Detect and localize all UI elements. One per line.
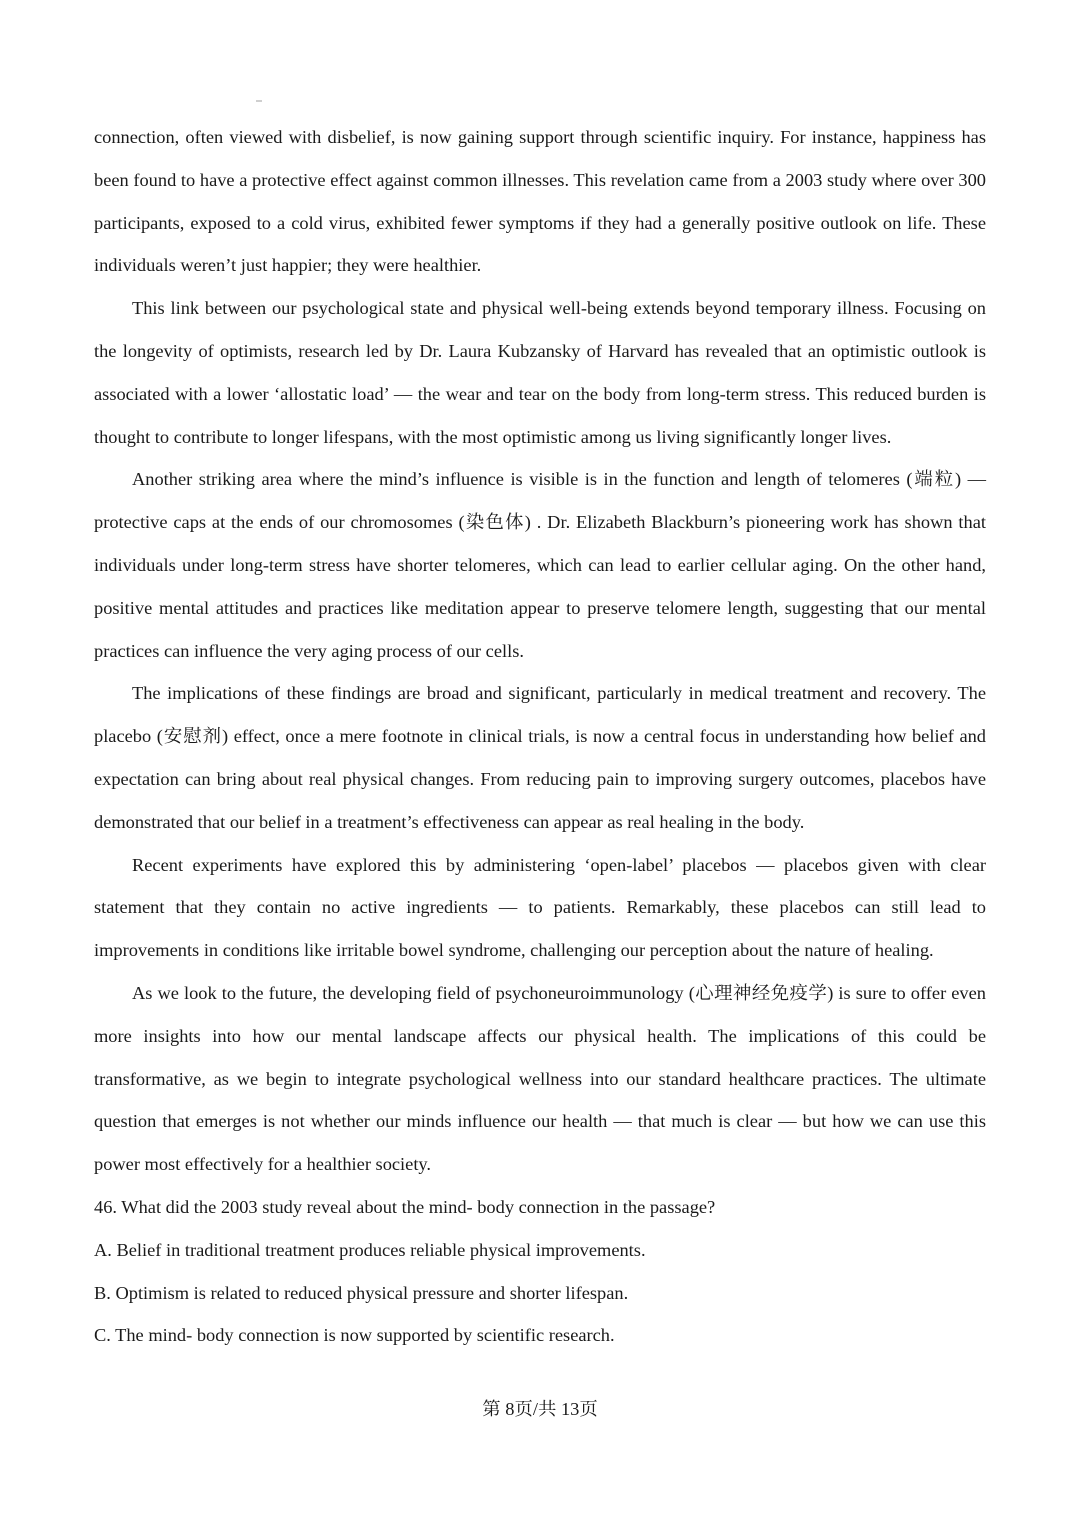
- paragraph-4: The implications of these findings are broad and significant, particularly in medical treatment and recovery. The placebo (安慰剂) effect, once a mere footnote in clinical trials, is now a central focus in understanding how belief and expectation can bring about real physical changes. From reducing pain to improving surgery outcomes, placebos have demonstrated that our belief in a treatment’s effectiveness can appear as real healing in the body.: [94, 683, 986, 832]
- question-stem: 46. What did the 2003 study reveal about the mind- body connection in the passage?: [94, 1196, 716, 1217]
- paragraph-3: Another striking area where the mind’s influence is visible is in the function and length of telomeres (端粒) — protective caps at the ends of our chromosomes (染色体) . Dr. Elizabeth Blackburn’s pioneering work has shown that individuals under long-term stress have shorter telomeres, which can lead to earlier cellular aging. On the other hand, positive mental attitudes and practices like meditation appear to preserve telomere length, suggesting that our mental practices can influence the very aging process of our cells.: [94, 469, 986, 661]
- paragraph-2: This link between our psychological state and physical well-being extends beyond temporary illness. Focusing on the longevity of optimists, research led by Dr. Laura Kubzansky of Harvard has revealed that an optimistic outlook is associated with a lower ‘allostatic load’ — the wear and tear on the body from long-term stress. This reduced burden is thought to contribute to longer lifespans, with the most optimistic among us living significantly longer lives.: [94, 298, 986, 447]
- passage-page: [94, 116, 986, 1357]
- paragraph-1: connection, often viewed with disbelief, is now gaining support through scientific inquiry. For instance, happiness has been found to have a protective effect against common illnesses. This revelation came from a 2003 study where over 300 participants, exposed to a cold virus, exhibited fewer symptoms if they had a generally positive outlook on life. These individuals weren’t just happier; they were healthier.: [94, 127, 986, 276]
- scan-speck: [256, 100, 262, 102]
- option-b: B. Optimism is related to reduced physical pressure and shorter lifespan.: [94, 1282, 629, 1303]
- paragraph-5: Recent experiments have explored this by administering ‘open-label’ placebos — placebos given with clear statement that they contain no active ingredients — to patients. Remarkably, these placebos can still lead to improvements in conditions like irritable bowel syndrome, challenging our perception about the nature of healing.: [94, 854, 986, 961]
- option-c: C. The mind- body connection is now supported by scientific research.: [94, 1325, 615, 1346]
- page-number-footer: 第 8页/共 13页: [482, 1399, 598, 1419]
- paragraph-6: As we look to the future, the developing field of psychoneuroimmunology (心理神经免疫学) is sure to offer even more insights into how our mental landscape affects our physical health. The implications of this could be transformative, as we begin to integrate psychological wellness into our standard healthcare practices. The ultimate question that emerges is not whether our minds influence our health — that much is clear — but how we can use this power most effectively for a healthier society.: [94, 982, 986, 1175]
- option-a: A. Belief in traditional treatment produces reliable physical improvements.: [94, 1239, 646, 1260]
